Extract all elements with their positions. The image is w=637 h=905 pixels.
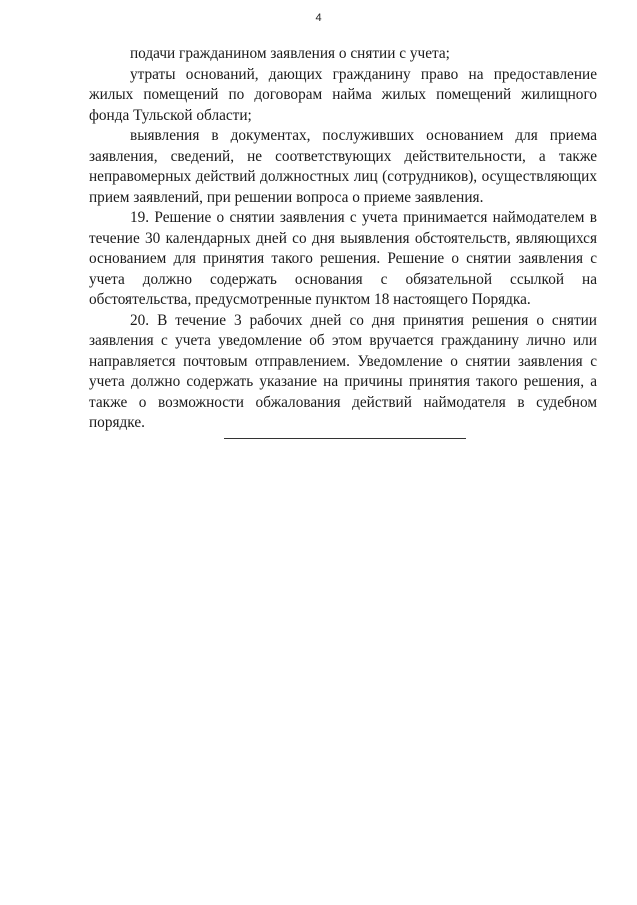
end-of-text-rule [224, 438, 466, 439]
page-number: 4 [315, 12, 322, 24]
paragraph-item-false-information: выявления в документах, послуживших основанием для приема заявления, сведений, не соответствующих действительности, а также неправомерных действий должностных лиц (сотрудников), осуществляющих прием заявлений, при решении вопроса о приеме заявления. [89, 127, 597, 206]
paragraph-item-loss-of-grounds: утраты оснований, дающих гражданину право на предоставление жилых помещений по договорам найма жилых помещений жилищного фонда Тульской области; [89, 65, 597, 124]
paragraph-clause-20: 20. В течение 3 рабочих дней со дня принятия решения о снятии заявления с учета уведомление об этом вручается гражданину лично или направляется почтовым отправлением. Уведомление о снятии заявления с учета должно содержать указание на причины принятия такого решения, а также о возможности обжалования действий наймодателя в судебном порядке. [89, 311, 597, 431]
paragraph-item-withdrawal: подачи гражданином заявления о снятии с учета; [130, 45, 450, 62]
document-body [89, 44, 597, 434]
paragraph-clause-19: 19. Решение о снятии заявления с учета принимается наймодателем в течение 30 календарных дней со дня выявления обстоятельств, являющихся основанием для принятия такого решения. Решение о снятии заявления с учета должно содержать основания с обязательной ссылкой на обстоятельства, предусмотренные пунктом 18 настоящего Порядка. [89, 209, 597, 308]
